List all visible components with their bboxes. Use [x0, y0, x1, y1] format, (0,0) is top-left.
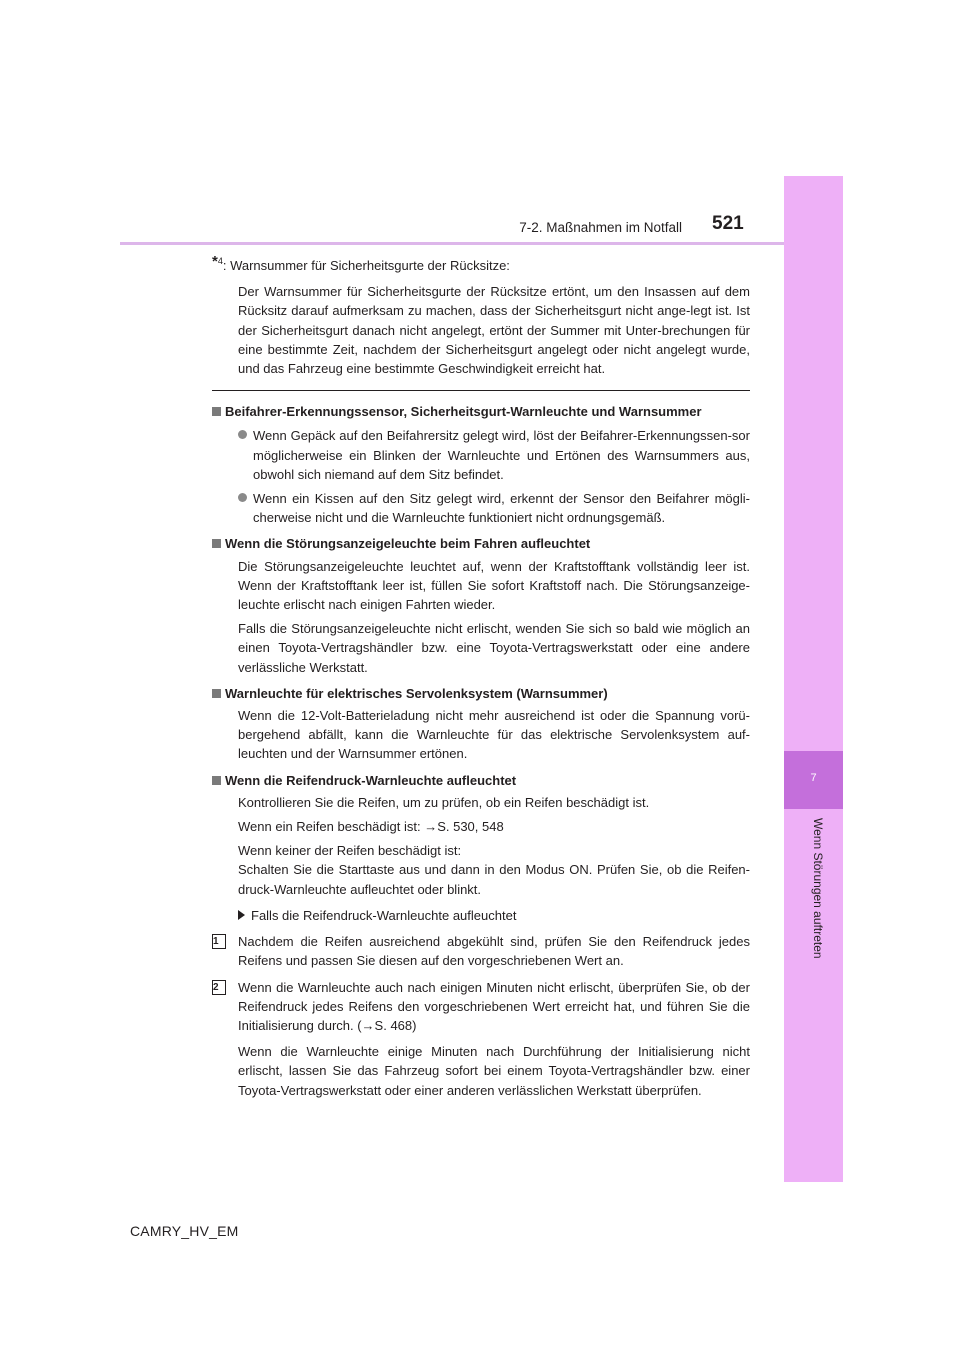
section-heading — [212, 684, 750, 703]
paragraph: Wenn keiner der Reifen beschädigt ist: — [238, 843, 462, 859]
heading-text: Beifahrer-Erkennungssensor, Sicherheitsgurt-Warnleuchte und Warnsummer — [225, 404, 702, 420]
heading-text: Wenn die Reifendruck-Warnleuchte aufleuchtet — [225, 772, 517, 788]
page-number: 521 — [712, 213, 744, 234]
step-item — [213, 932, 750, 970]
heading-text: Wenn die Störungsanzeigeleuchte beim Fahren aufleuchtet — [225, 536, 591, 552]
footnote-text: Der Warnsummer für Sicherheitsgurte der Rücksitze ertönt, um den Insassen auf dem Rücksitz darauf aufmerksam zu machen, dass der Sicherheitsgurt nicht ange-legt ist. Ist der Sicherheitsgurt danach nicht angelegt, ertönt der Summer mit Unter-brechungen für eine bestimmte Zeit, nachdem der Sicherheitsgurt angelegt oder nicht angelegt wurde, und das Fahrzeug eine bestimmte Geschwindigkeit erreicht hat. — [238, 284, 750, 377]
step-number-badge: 1 — [212, 934, 226, 949]
model-code: CAMRY_HV_EM — [130, 1223, 239, 1239]
section-heading — [212, 534, 750, 553]
paragraph: Schalten Sie die Starttaste aus und dann in den Modus ON. Prüfen Sie, ob die Reifen-druck-Warnleuchte aufleuchtet oder blinkt. — [238, 862, 750, 897]
page-reference: Wenn ein Reifen beschädigt ist: →S. 530, 548 — [238, 819, 504, 835]
header-rule — [120, 242, 784, 245]
section-heading — [212, 771, 750, 790]
footnote-number: 4 — [217, 256, 223, 266]
triangle-arrow-icon — [238, 910, 245, 920]
footnote-marker: * — [212, 253, 218, 270]
section-title: 7-2. Maßnahmen im Notfall — [519, 220, 682, 235]
step-number-badge: 2 — [212, 980, 226, 995]
square-bullet-icon — [212, 539, 221, 548]
page-content — [212, 252, 750, 1100]
paragraph: Die Störungsanzeigeleuchte leuchtet auf, wenn der Kraftstofftank vollständig leer ist. Wenn der Kraftstofftank leer ist, füllen Sie sofort Kraftstoff nach. Die Störungsanzeige-leuchte erlischt nach einigen Fahrten wieder. — [238, 558, 750, 613]
paragraph: Wenn die 12-Volt-Batterieladung nicht mehr ausreichend ist oder die Spannung vorü-bergehend abfällt, kann die Warnleuchte für das elektrische Servolenksystem auf-leuchten und der Warnsummer ertönen. — [238, 708, 750, 762]
list-item — [238, 489, 750, 527]
chapter-number: 7 — [810, 772, 817, 784]
paragraph: Wenn die Warnleuchte einige Minuten nach Durchführung der Initialisierung nicht erlischt, lassen Sie das Fahrzeug sofort bei einem Toyota-Vertragshändler bzw. einer Toyota-Vertragswerkstatt oder einer anderen verlässlichen Werkstatt überprüfen. — [238, 1044, 750, 1098]
sub-heading — [238, 906, 750, 925]
square-bullet-icon — [212, 689, 221, 698]
heading-text: Warnleuchte für elektrisches Servolenksystem (Warnsummer) — [225, 685, 608, 701]
paragraph: Kontrollieren Sie die Reifen, um zu prüfen, ob ein Reifen beschädigt ist. — [238, 794, 650, 810]
square-bullet-icon — [212, 407, 221, 416]
chapter-number-tab — [784, 751, 843, 809]
section-heading — [212, 402, 750, 421]
sub-heading-text: Falls die Reifendruck-Warnleuchte aufleuchtet — [251, 907, 517, 923]
footnote-title-text: : Warnsummer für Sicherheitsgurte der Rücksitze: — [222, 258, 510, 273]
step-item — [213, 978, 750, 1036]
footnote-title — [212, 252, 750, 275]
step-text: Wenn die Warnleuchte auch nach einigen Minuten nicht erlischt, überprüfen Sie, ob der Reifendruck jedes Reifens den vorgeschriebenen Wert erreicht hat, und führen Sie die Initialisierung durch. (→S. 468) — [238, 979, 750, 1033]
list-item — [238, 426, 750, 484]
paragraph: Falls die Störungsanzeigeleuchte nicht erlischt, wenden Sie sich so bald wie möglich an einen Toyota-Vertragshändler bzw. eine Toyota-Vertragswerkstatt oder eine andere verlässliche Werkstatt. — [238, 621, 750, 675]
divider — [212, 390, 750, 391]
circle-bullet-icon — [238, 430, 247, 439]
list-item-text: Wenn ein Kissen auf den Sitz gelegt wird, erkennt der Sensor den Beifahrer mögli-cherweise nicht und die Warnleuchte funktioniert nicht ordnungsgemäß. — [253, 491, 750, 526]
chapter-title: Wenn Störungen auftreten — [811, 818, 825, 959]
step-text: Nachdem die Reifen ausreichend abgekühlt sind, prüfen Sie den Reifendruck jedes Reifens und passen Sie diesen auf den vorgeschriebenen Wert an. — [238, 934, 750, 969]
circle-bullet-icon — [238, 493, 247, 502]
square-bullet-icon — [212, 776, 221, 785]
list-item-text: Wenn Gepäck auf den Beifahrersitz gelegt wird, löst der Beifahrer-Erkennungssen-sor möglicherweise ein Blinken der Warnleuchte und Ertönen des Warnsummers aus, obwohl sich niemand auf dem Sitz befindet. — [253, 428, 750, 482]
